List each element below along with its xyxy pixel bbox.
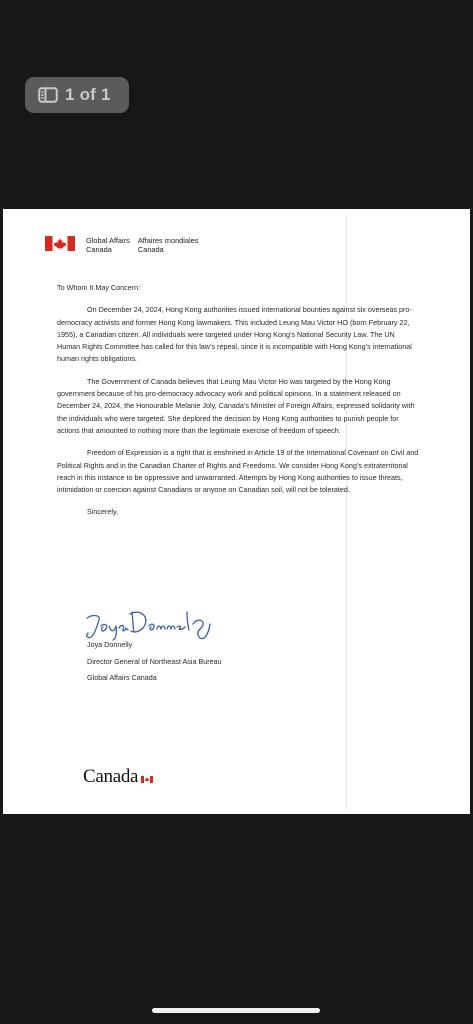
- closing: Sincerely,: [87, 507, 119, 517]
- signatory-block: [87, 637, 222, 687]
- letter-page: [3, 209, 470, 814]
- salutation: To Whom It May Concern:: [57, 283, 141, 292]
- page-counter-text: 1 of 1: [65, 85, 111, 104]
- wordmark-flag-icon: [141, 770, 153, 788]
- paragraph-government-position: The Government of Canada believes that Leung Mau Victor Ho was targeted by the Hong Kong government because of his pro-democracy advocacy work and political opinions. In a statement released on December 24, 2024, the Honourable Melanie Joly, Canada’s Minister of Foreign Affairs, expressed solidarity with the individuals who were targeted. She deplored the decision by Hong Kong authorities to punish people for actions that amounted to nothing more than the legitimate exercise of freedom of speech.: [57, 376, 415, 435]
- dept-name-english: Global Affairs Canada: [86, 236, 130, 254]
- signatory-title: Director General of Northeast Asia Bureau: [87, 656, 222, 666]
- canada-flag-icon: [45, 236, 75, 251]
- signatory-organization: Global Affairs Canada: [87, 673, 157, 683]
- signatory-name: Joya Donnelly: [87, 640, 133, 649]
- dept-name-french: Affaires mondiales Canada: [137, 236, 199, 254]
- letterhead: [45, 236, 199, 254]
- page-counter-badge[interactable]: [25, 77, 129, 113]
- paragraph-freedom-of-expression: Freedom of Expression is a right that is enshrined in Article 19 of the International Covenant on Civil and Political Rights and in the Canadian Charter of Rights and Freedoms. We consider Hong Kong’s extraterritorial reach in this instance to be oppressive and unwarranted. Attempts by Hong Kong authorities to issue threats, intimidation or coercion against Canadians or anyone on Canadian soil, will not be tolerated.: [57, 448, 419, 495]
- canada-wordmark: Canada: [83, 766, 139, 787]
- paragraph-bounties: On December 24, 2024, Hong Kong authorities issued international bounties against six overseas pro-democracy activists and former Hong Kong lawmakers. This included Leung Mau Victor HO (born February 22, 1955), a Canadian citizen. All individuals were targeted under Hong Kong’s National Security Law. The UN Human Rights Committee has called for this law’s repeal, since it is incompatible with Hong Kong’s international human rights obligations.: [57, 305, 412, 364]
- home-indicator[interactable]: [152, 1008, 320, 1013]
- sidebar-pages-icon: [38, 87, 58, 103]
- letter-body: [57, 282, 419, 519]
